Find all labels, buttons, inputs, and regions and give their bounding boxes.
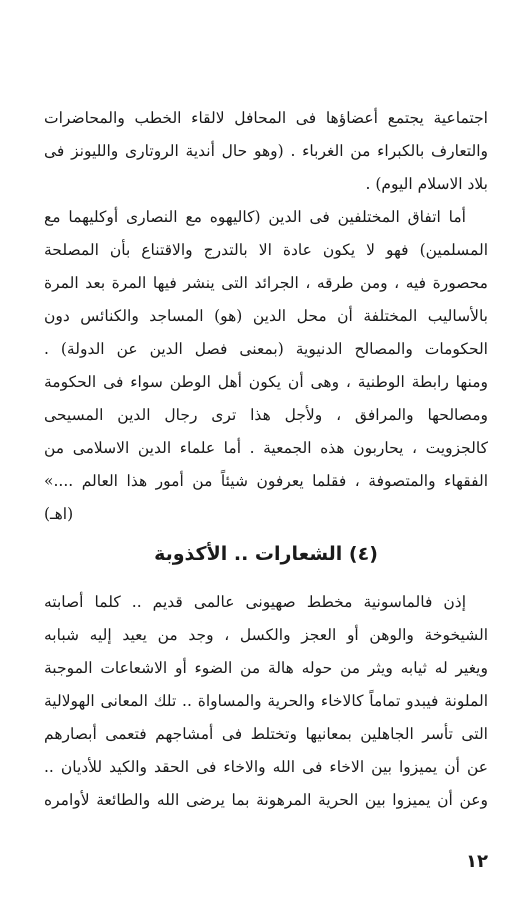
- text-line: وعن أن يميزوا بين الحرية المرهونة بما يرضى الله والطائعة لأوامره: [44, 791, 488, 809]
- text-line: والتعارف بالكبراء من الغرباء . (وهو حال أندية الروتارى والليونز فى: [44, 142, 488, 160]
- text-line: اجتماعية يجتمع أعضاؤها فى المحافل لالقاء الخطب والمحاضرات: [44, 109, 488, 127]
- text-line: إذن فالماسونية مخطط صهيونى عالمى قديم .. كلما أصابته: [44, 593, 466, 611]
- text-line: ومصالحها والمرافق ، ولأجل هذا ترى رجال الدين المسيحى: [44, 406, 488, 424]
- page-number: ١٢: [466, 851, 488, 872]
- text-line: أما اتفاق المختلفين فى الدين (كاليهوه مع النصارى أوكليهما مع: [44, 208, 466, 226]
- text-line: التى تأسر الجاهلين بمعانيها وتختلط فى أمشاجهم فتعمى أبصارهم: [44, 725, 488, 743]
- section-heading: (٤) الشعارات .. الأكذوبة: [154, 543, 378, 565]
- text-line: بلاد الاسلام اليوم) .: [365, 175, 488, 193]
- text-line: بالأساليب المختلفة أن محل الدين (هو) المساجد والكنائس دون: [44, 307, 488, 325]
- citation-end-marker: (اهـ): [44, 505, 74, 523]
- text-line: المسلمين) فهو لا يكون عادة الا بالتدرج والاقتناع بأن المصلحة: [44, 241, 488, 259]
- paragraph-continued: [44, 102, 488, 201]
- text-line: كالجزويت ، يحاربون هذه الجمعية . أما علماء الدين الاسلامى من: [44, 439, 488, 457]
- text-line: ومنها رابطة الوطنية ، وهى أن يكون أهل الوطن سواء فى الحكومة: [44, 373, 488, 391]
- text-line: الفقهاء والمتصوفة ، فقلما يعرفون شيئاً من أمور هذا العالم ....»: [44, 472, 488, 490]
- paragraph-body: [44, 586, 488, 817]
- text-line: ويغير له ثيابه ويثر من حوله هالة من الضوء أو الاشعاعات الموجبة: [44, 659, 488, 677]
- text-line: الشيخوخة والوهن أو العجز والكسل ، وجد من يعيد إليه شبابه: [44, 626, 488, 644]
- text-line: محصورة فيه ، ومن طرقه ، الجرائد التى ينشر فيها المرة بعد المرة: [44, 274, 488, 292]
- text-line: الملونة فيبدو تماماً كالاخاء والحرية والمساواة .. تلك المعانى الهولالية: [44, 692, 488, 710]
- text-line: الحكومات والمصالح الدنيوية (بمعنى فصل الدين عن الدولة) .: [44, 340, 488, 358]
- text-line: عن أن يميزوا بين الاخاء فى الله والاخاء فى الحقد والكيد للأديان ..: [44, 758, 488, 776]
- paragraph-quote: [44, 201, 488, 531]
